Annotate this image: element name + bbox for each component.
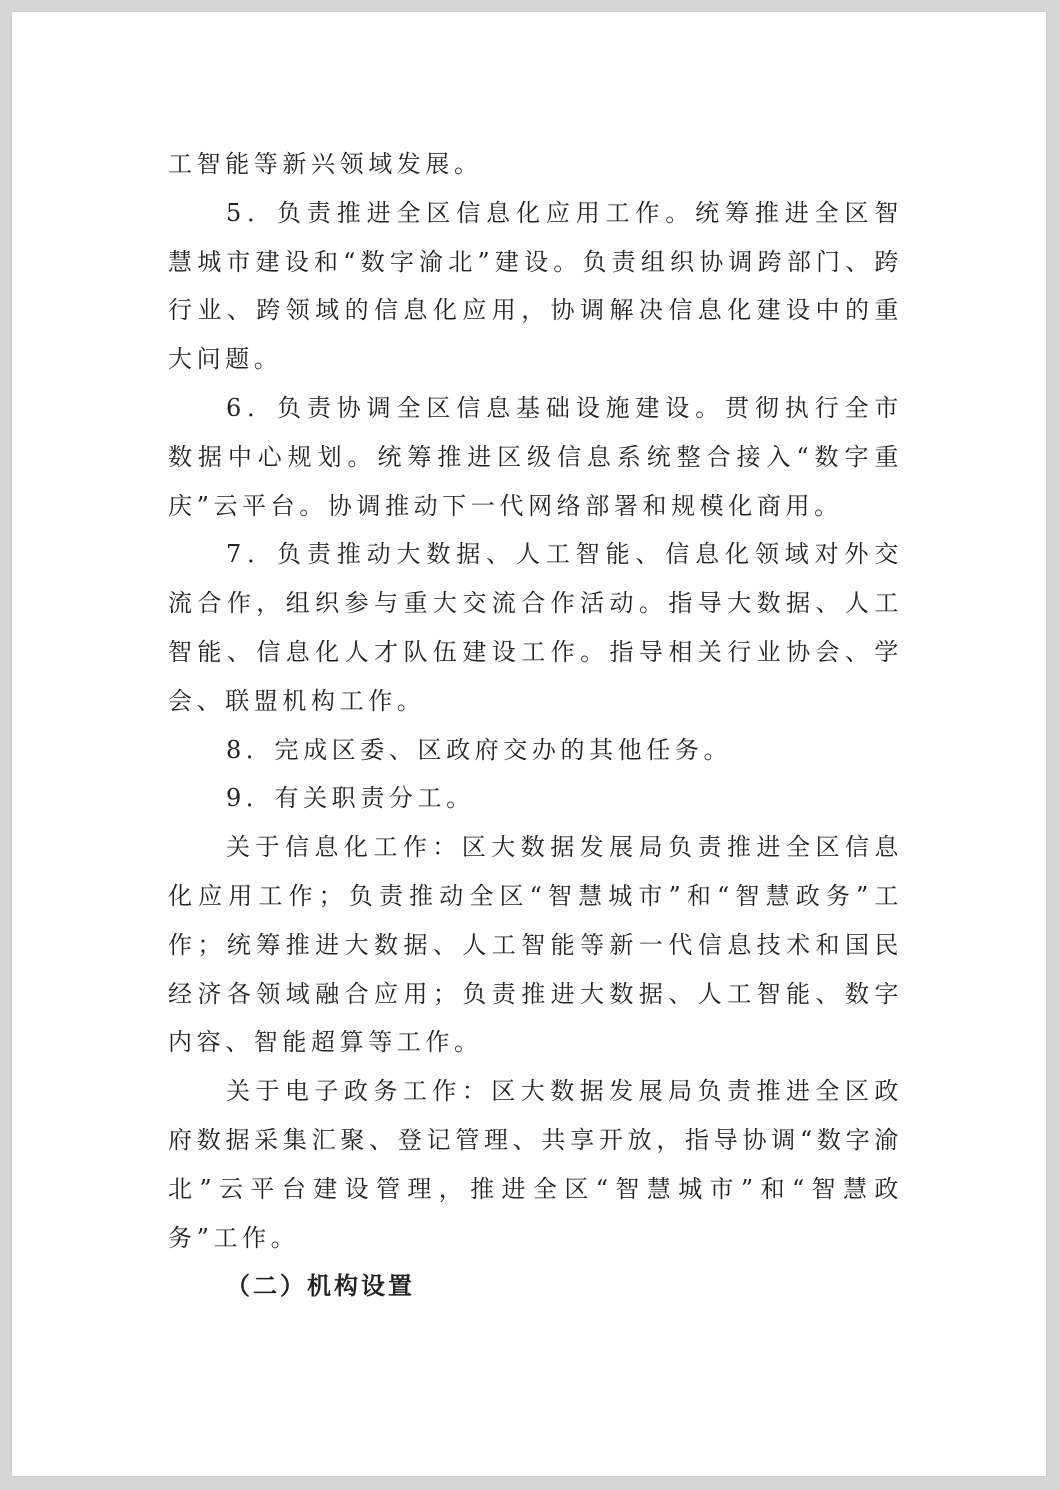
paragraph-item-6: 6．负责协调全区信息基础设施建设。贯彻执行全市数据中心规划。统筹推进区级信息系统整合接入“数字重庆”云平台。协调推动下一代网络部署和规模化商用。 <box>168 393 903 520</box>
paragraph-continuation: 工智能等新兴领域发展。 <box>168 150 483 178</box>
document-body <box>168 140 903 1311</box>
paragraph-item-8: 8．完成区委、区政府交办的其他任务。 <box>226 735 733 764</box>
paragraph-item-9: 9．有关职责分工。 <box>226 784 475 813</box>
document-page <box>12 12 1046 1476</box>
paragraph-informatization: 关于信息化工作：区大数据发展局负责推进全区信息化应用工作；负责推动全区“智慧城市”和“智慧政务”工作；统筹推进大数据、人工智能等新一代信息技术和国民经济各领域融合应用；负责推进大数据、人工智能、数字内容、智能超算等工作。 <box>168 833 903 1057</box>
section-heading: （二）机构设置 <box>226 1272 415 1301</box>
paragraph-item-7: 7．负责推动大数据、人工智能、信息化领域对外交流合作，组织参与重大交流合作活动。指导大数据、人工智能、信息化人才队伍建设工作。指导相关行业协会、学会、联盟机构工作。 <box>168 540 903 715</box>
paragraph-e-government: 关于电子政务工作：区大数据发展局负责推进全区政府数据采集汇聚、登记管理、共享开放，指导协调“数字渝北”云平台建设管理，推进全区“智慧城市”和“智慧政务”工作。 <box>168 1077 903 1252</box>
paragraph-item-5: 5．负责推进全区信息化应用工作。统筹推进全区智慧城市建设和“数字渝北”建设。负责组织协调跨部门、跨行业、跨领域的信息化应用，协调解决信息化建设中的重大问题。 <box>168 198 903 374</box>
